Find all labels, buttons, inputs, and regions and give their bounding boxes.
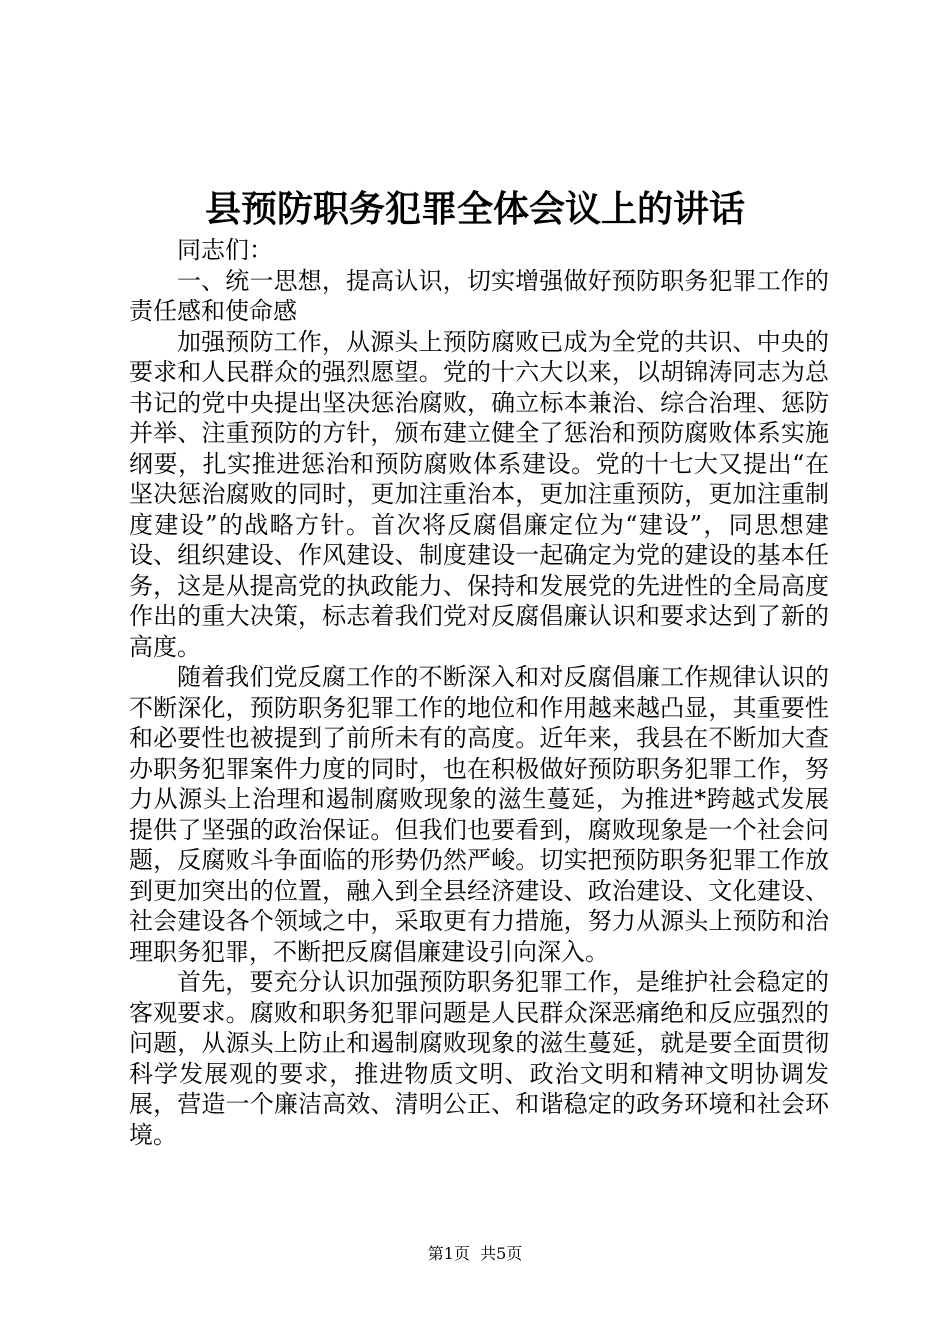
page-footer (0, 1243, 950, 1265)
page-number: 第1页 共5页 (427, 1244, 523, 1263)
document-body (129, 235, 829, 1150)
document-title: 县预防职务犯罪全体会议上的讲话 (204, 188, 745, 230)
body-paragraph: 随着我们党反腐工作的不断深入和对反腐倡廉工作规律认识的不断深化，预防职务犯罪工作的地位和作用越来越凸显，其重要性和必要性也被提到了前所未有的高度。近年来，我县在不断加大查办职务犯罪案件力度的同时，也在积极做好预防职务犯罪工作，努力从源头上治理和遏制腐败现象的滋生蔓延，为推进*跨越式发展提供了坚强的政治保证。但我们也要看到，腐败现象是一个社会问题，反腐败斗争面临的形势仍然严峻。切实把预防职务犯罪工作放到更加突出的位置，融入到全县经济建设、政治建设、文化建设、社会建设各个领域之中，采取更有力措施，努力从源头上预防和治理职务犯罪，不断把反腐倡廉建设引向深入。 (129, 663, 829, 966)
section-heading: 一、统一思想，提高认识，切实增强做好预防职务犯罪工作的责任感和使命感 (129, 266, 829, 325)
greeting-paragraph: 同志们： (177, 236, 273, 264)
body-paragraph: 首先，要充分认识加强预防职务犯罪工作，是维护社会稳定的客观要求。腐败和职务犯罪问题是人民群众深恶痛绝和反应强烈的问题，从源头上防止和遏制腐败现象的滋生蔓延，就是要全面贯彻科学发展观的要求，推进物质文明、政治文明和精神文明协调发展，营造一个廉洁高效、清明公正、和谐稳定的政务环境和社会环境。 (129, 968, 829, 1149)
body-paragraph: 加强预防工作，从源头上预防腐败已成为全党的共识、中央的要求和人民群众的强烈愿望。党的十六大以来，以胡锦涛同志为总书记的党中央提出坚决惩治腐败，确立标本兼治、综合治理、惩防并举、注重预防的方针，颁布建立健全了惩治和预防腐败体系实施纲要，扎实推进惩治和预防腐败体系建设。党的十七大又提出“在坚决惩治腐败的同时，更加注重治本，更加注重预防，更加注重制度建设”的战略方针。首次将反腐倡廉定位为“建设”，同思想建设、组织建设、作风建设、制度建设一起确定为党的建设的基本任务，这是从提高党的执政能力、保持和发展党的先进性的全局高度作出的重大决策，标志着我们党对反腐倡廉认识和要求达到了新的高度。 (129, 327, 829, 661)
